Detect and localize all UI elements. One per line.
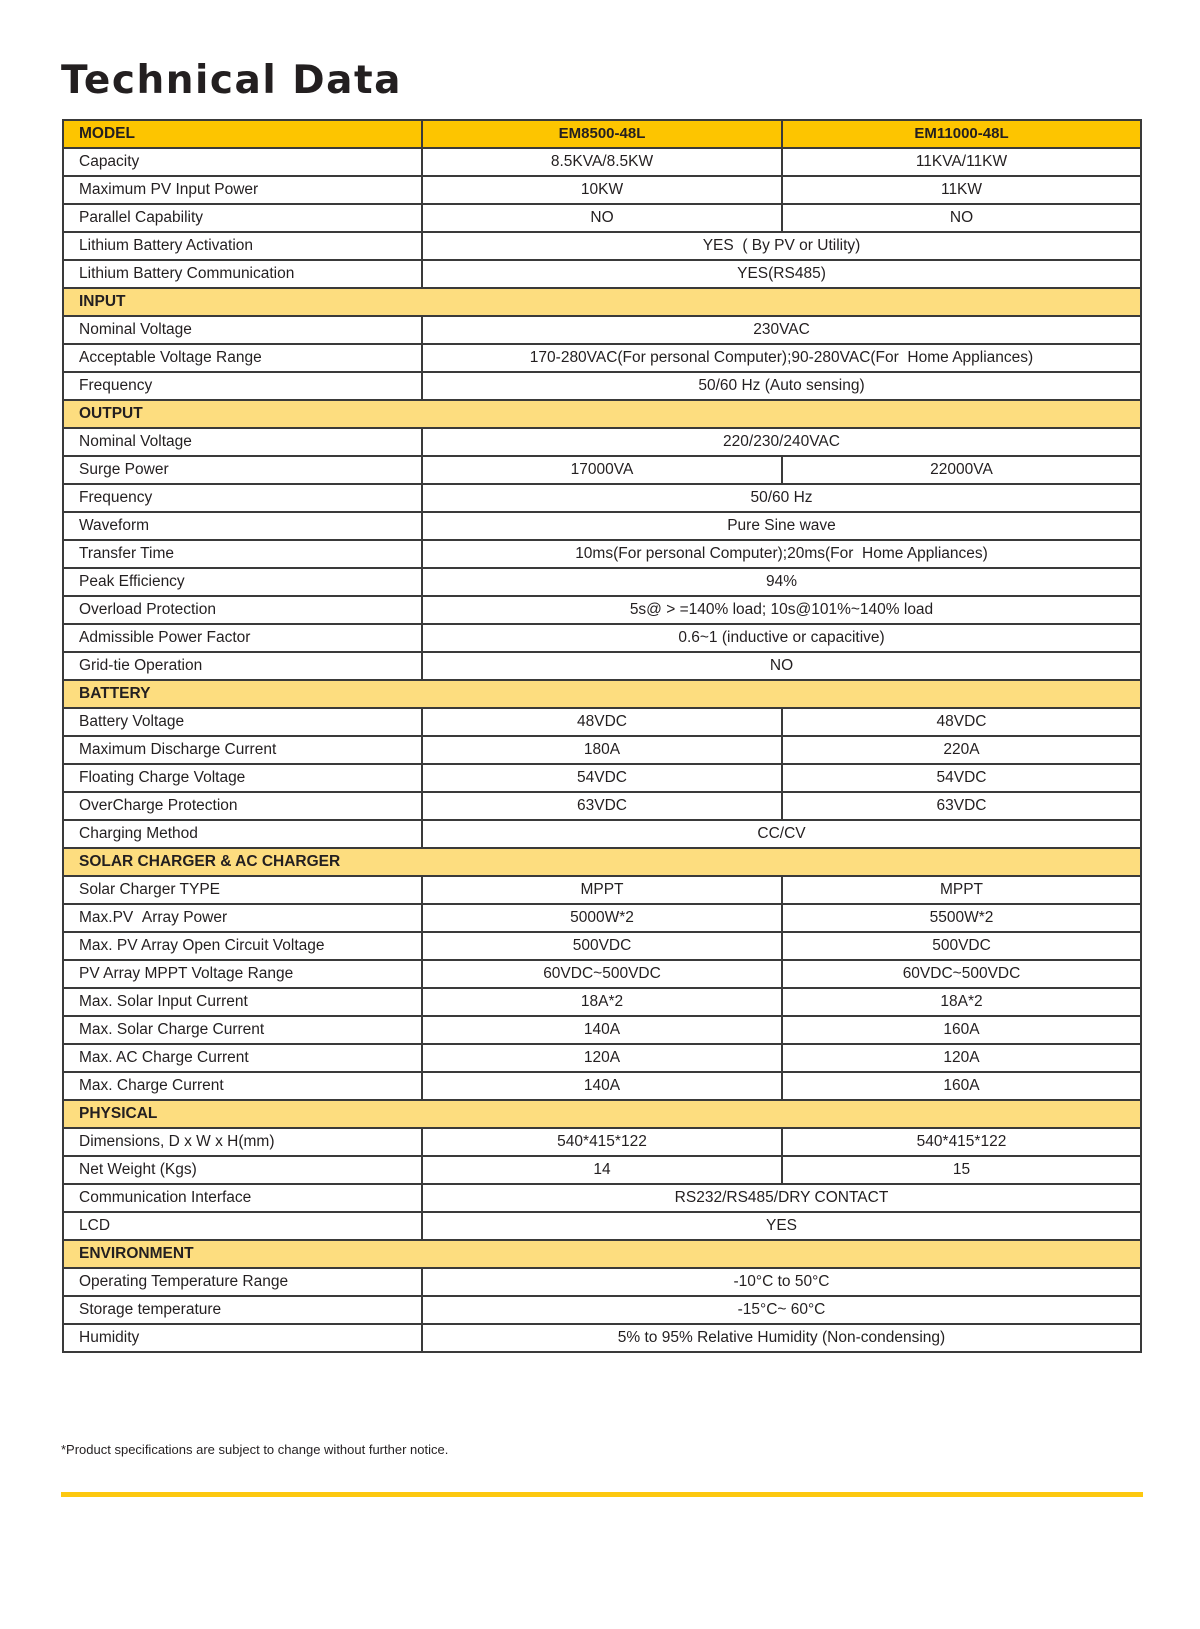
spec-label: Frequency	[63, 372, 422, 400]
spec-label: LCD	[63, 1212, 422, 1240]
spec-value: 140A	[422, 1016, 782, 1044]
spec-value: 60VDC~500VDC	[782, 960, 1141, 988]
spec-value: 5% to 95% Relative Humidity (Non-condensing)	[422, 1324, 1141, 1352]
spec-label: Battery Voltage	[63, 708, 422, 736]
spec-label: Parallel Capability	[63, 204, 422, 232]
spec-row	[63, 540, 1141, 568]
spec-value: 50/60 Hz	[422, 484, 1141, 512]
model-name: EM11000-48L	[782, 120, 1141, 148]
spec-label: Admissible Power Factor	[63, 624, 422, 652]
spec-row	[63, 1324, 1141, 1352]
spec-row	[63, 988, 1141, 1016]
spec-value: 220A	[782, 736, 1141, 764]
spec-label: Lithium Battery Communication	[63, 260, 422, 288]
spec-row	[63, 764, 1141, 792]
spec-label: Frequency	[63, 484, 422, 512]
spec-value: -10°C to 50°C	[422, 1268, 1141, 1296]
spec-value: 140A	[422, 1072, 782, 1100]
section-title: INPUT	[63, 288, 1141, 316]
spec-value: 15	[782, 1156, 1141, 1184]
spec-row	[63, 1016, 1141, 1044]
spec-value: 160A	[782, 1072, 1141, 1100]
spec-row	[63, 568, 1141, 596]
spec-row	[63, 904, 1141, 932]
spec-value: 17000VA	[422, 456, 782, 484]
spec-value: YES(RS485)	[422, 260, 1141, 288]
spec-value: 500VDC	[422, 932, 782, 960]
spec-row	[63, 512, 1141, 540]
spec-label: Solar Charger TYPE	[63, 876, 422, 904]
spec-label: PV Array MPPT Voltage Range	[63, 960, 422, 988]
spec-value: 5500W*2	[782, 904, 1141, 932]
section-title: BATTERY	[63, 680, 1141, 708]
spec-label: Lithium Battery Activation	[63, 232, 422, 260]
spec-label: Grid-tie Operation	[63, 652, 422, 680]
spec-value: 5000W*2	[422, 904, 782, 932]
spec-value: 120A	[782, 1044, 1141, 1072]
spec-value: NO	[422, 652, 1141, 680]
spec-value: 50/60 Hz (Auto sensing)	[422, 372, 1141, 400]
spec-label: Floating Charge Voltage	[63, 764, 422, 792]
spec-value: 54VDC	[782, 764, 1141, 792]
spec-value: MPPT	[782, 876, 1141, 904]
spec-value: 120A	[422, 1044, 782, 1072]
spec-value: NO	[422, 204, 782, 232]
technical-data-body	[63, 120, 1141, 1352]
spec-label: Maximum PV Input Power	[63, 176, 422, 204]
spec-value: 14	[422, 1156, 782, 1184]
spec-row	[63, 1128, 1141, 1156]
spec-row	[63, 1268, 1141, 1296]
spec-row	[63, 372, 1141, 400]
spec-label: Waveform	[63, 512, 422, 540]
spec-value: 48VDC	[422, 708, 782, 736]
spec-label: Charging Method	[63, 820, 422, 848]
spec-label: Max.PV Array Power	[63, 904, 422, 932]
section-title: ENVIRONMENT	[63, 1240, 1141, 1268]
technical-data-table	[62, 119, 1142, 1353]
spec-label: Max. Charge Current	[63, 1072, 422, 1100]
spec-value: YES ( By PV or Utility)	[422, 232, 1141, 260]
spec-value: 60VDC~500VDC	[422, 960, 782, 988]
spec-row	[63, 1184, 1141, 1212]
spec-label: Storage temperature	[63, 1296, 422, 1324]
spec-value: 63VDC	[422, 792, 782, 820]
spec-value: 10KW	[422, 176, 782, 204]
spec-row	[63, 1044, 1141, 1072]
footnote: *Product specifications are subject to change without further notice.	[61, 1442, 449, 1457]
spec-row	[63, 624, 1141, 652]
spec-row	[63, 652, 1141, 680]
spec-value: 5s@ > =140% load; 10s@101%~140% load	[422, 596, 1141, 624]
spec-label: Capacity	[63, 148, 422, 176]
spec-label: Max. Solar Input Current	[63, 988, 422, 1016]
spec-row	[63, 1212, 1141, 1240]
spec-value: 0.6~1 (inductive or capacitive)	[422, 624, 1141, 652]
spec-value: 220/230/240VAC	[422, 428, 1141, 456]
spec-value: 8.5KVA/8.5KW	[422, 148, 782, 176]
spec-value: NO	[782, 204, 1141, 232]
spec-row	[63, 456, 1141, 484]
spec-row	[63, 792, 1141, 820]
spec-label: Net Weight (Kgs)	[63, 1156, 422, 1184]
spec-row	[63, 960, 1141, 988]
spec-value: 54VDC	[422, 764, 782, 792]
spec-value: 63VDC	[782, 792, 1141, 820]
spec-label: Max. Solar Charge Current	[63, 1016, 422, 1044]
spec-row	[63, 736, 1141, 764]
spec-value: 48VDC	[782, 708, 1141, 736]
spec-label: MODEL	[63, 120, 422, 148]
spec-row	[63, 316, 1141, 344]
model-name: EM8500-48L	[422, 120, 782, 148]
section-header-row	[63, 848, 1141, 876]
spec-value: Pure Sine wave	[422, 512, 1141, 540]
spec-value: 540*415*122	[782, 1128, 1141, 1156]
spec-row	[63, 876, 1141, 904]
section-header-row	[63, 288, 1141, 316]
spec-value: 18A*2	[422, 988, 782, 1016]
section-title: OUTPUT	[63, 400, 1141, 428]
spec-label: Nominal Voltage	[63, 316, 422, 344]
model-header-row	[63, 120, 1141, 148]
spec-value: 11KW	[782, 176, 1141, 204]
section-header-row	[63, 400, 1141, 428]
spec-value: 94%	[422, 568, 1141, 596]
spec-label: Surge Power	[63, 456, 422, 484]
spec-label: Max. PV Array Open Circuit Voltage	[63, 932, 422, 960]
spec-row	[63, 820, 1141, 848]
spec-label: Maximum Discharge Current	[63, 736, 422, 764]
spec-value: 160A	[782, 1016, 1141, 1044]
spec-row	[63, 484, 1141, 512]
spec-value: 11KVA/11KW	[782, 148, 1141, 176]
spec-value: 10ms(For personal Computer);20ms(For Home Appliances)	[422, 540, 1141, 568]
spec-row	[63, 428, 1141, 456]
page-title: Technical Data	[61, 58, 402, 103]
footer-divider	[61, 1492, 1143, 1497]
spec-row	[63, 1296, 1141, 1324]
spec-value: 22000VA	[782, 456, 1141, 484]
spec-row	[63, 708, 1141, 736]
spec-label: Dimensions, D x W x H(mm)	[63, 1128, 422, 1156]
spec-label: Max. AC Charge Current	[63, 1044, 422, 1072]
spec-value: -15°C~ 60°C	[422, 1296, 1141, 1324]
spec-value: 180A	[422, 736, 782, 764]
spec-row	[63, 1156, 1141, 1184]
section-header-row	[63, 1240, 1141, 1268]
spec-row	[63, 176, 1141, 204]
spec-value: 230VAC	[422, 316, 1141, 344]
spec-label: Humidity	[63, 1324, 422, 1352]
spec-value: RS232/RS485/DRY CONTACT	[422, 1184, 1141, 1212]
spec-label: Acceptable Voltage Range	[63, 344, 422, 372]
spec-row	[63, 932, 1141, 960]
spec-label: OverCharge Protection	[63, 792, 422, 820]
spec-row	[63, 204, 1141, 232]
spec-row	[63, 148, 1141, 176]
spec-value: 500VDC	[782, 932, 1141, 960]
spec-label: Overload Protection	[63, 596, 422, 624]
spec-label: Peak Efficiency	[63, 568, 422, 596]
spec-label: Nominal Voltage	[63, 428, 422, 456]
spec-value: CC/CV	[422, 820, 1141, 848]
spec-label: Transfer Time	[63, 540, 422, 568]
spec-row	[63, 1072, 1141, 1100]
section-header-row	[63, 1100, 1141, 1128]
spec-value: MPPT	[422, 876, 782, 904]
section-title: SOLAR CHARGER & AC CHARGER	[63, 848, 1141, 876]
spec-label: Operating Temperature Range	[63, 1268, 422, 1296]
spec-row	[63, 596, 1141, 624]
spec-row	[63, 232, 1141, 260]
spec-row	[63, 344, 1141, 372]
spec-value: 18A*2	[782, 988, 1141, 1016]
spec-value: 540*415*122	[422, 1128, 782, 1156]
spec-label: Communication Interface	[63, 1184, 422, 1212]
section-header-row	[63, 680, 1141, 708]
section-title: PHYSICAL	[63, 1100, 1141, 1128]
spec-value: 170-280VAC(For personal Computer);90-280VAC(For Home Appliances)	[422, 344, 1141, 372]
spec-value: YES	[422, 1212, 1141, 1240]
spec-row	[63, 260, 1141, 288]
